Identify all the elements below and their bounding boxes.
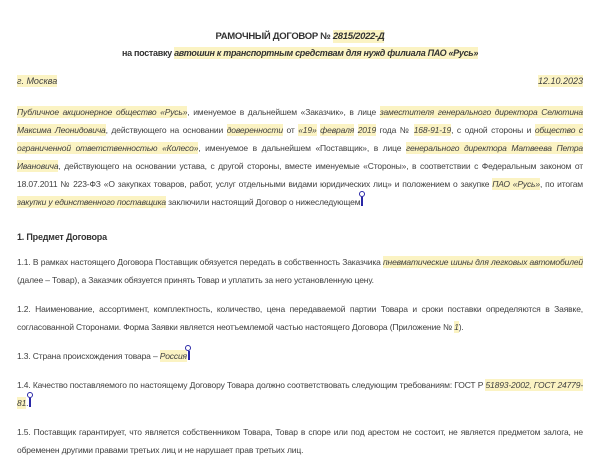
highlighted-text-run: Публичное акционерное общество «Русь»	[17, 107, 188, 117]
clause-1-3[interactable]	[17, 347, 583, 365]
text-run: заключили настоящий Договор о нижеследующем	[165, 197, 361, 207]
highlighted-text-run: 51893-2002, ГОСТ 24779-81	[17, 380, 584, 408]
highlighted-text-run: доверенности	[226, 125, 283, 135]
highlighted-text-run: февраля	[320, 125, 355, 135]
clause-1-5[interactable]	[17, 423, 583, 459]
text-run: , действующего на основании	[105, 125, 227, 135]
highlighted-text-run: 2815/2022-Д	[332, 31, 385, 42]
text-run: , именуемое в дальнейшем «Заказчик», в лице	[187, 107, 380, 117]
intro-paragraph[interactable]	[17, 103, 583, 211]
clause-1-4[interactable]	[17, 376, 583, 412]
text-run: 1.3. Страна происхождения товара –	[17, 351, 160, 361]
text-run: 1.5. Поставщик гарантирует, что является собственником Товара, Товар в споре или под арестом не состоит, не является предметом залога, не обременен другими правами третьих лиц и не нарушает прав третьих лиц.	[17, 427, 583, 455]
highlighted-text-run: автошин к транспортным средствам для нужд филиала ПАО «Русь»	[174, 48, 479, 58]
clause-1-1[interactable]	[17, 253, 583, 289]
highlighted-text-run: генерального директора Матвеева Петра Ивановича	[17, 143, 584, 171]
highlighted-text-run: заместителя генерального директора Селютина Максима Леонидовича	[17, 107, 583, 135]
text-run: , действующего на основании устава, с другой стороны, вместе именуемые «Стороны», в соответствии с Федеральным законом от 18.07.2011 № 223-ФЗ «О закупках товаров, работ, услуг отдельными видами юридических лиц» и положением о закупке	[17, 161, 583, 189]
highlighted-text-run: 1	[454, 322, 459, 332]
text-run: , именуемое в дальнейшем «Поставщик», в лице	[198, 143, 407, 153]
highlighted-text-run: ПАО «Русь»	[492, 179, 540, 189]
text-run: (далее – Товар), а Заказчик обязуется принять Товар и уплатить за него установленную цену.	[17, 275, 374, 285]
collab-cursor-icon	[29, 398, 31, 407]
highlighted-text-run: Россия	[159, 351, 187, 361]
text-run: ).	[458, 322, 464, 332]
section-1-heading: 1. Предмет Договора	[17, 232, 107, 242]
highlighted-text-run: общество с ограниченной ответственностью «Колесо»	[17, 125, 583, 153]
highlighted-text-run: закупки у единственного поставщика	[17, 197, 166, 207]
collab-cursor-head	[185, 345, 191, 351]
text-run: РАМОЧНЫЙ ДОГОВОР №	[215, 31, 333, 42]
text-run: .	[26, 398, 29, 408]
place-date-row	[17, 75, 583, 87]
clause-1-2[interactable]	[17, 300, 583, 336]
highlighted-text-run: 2019	[357, 125, 377, 135]
collab-cursor-head	[27, 392, 33, 398]
contract-subtitle	[17, 45, 583, 61]
text-run: , с одной стороны и	[451, 125, 535, 135]
collab-cursor-head	[359, 191, 365, 197]
text-run: от	[282, 125, 299, 135]
highlighted-text-run: «19»	[298, 125, 317, 135]
collab-cursor-icon	[188, 351, 190, 360]
text-run: , по итогам	[539, 179, 583, 189]
contract-title	[17, 28, 583, 45]
text-run: 1.2. Наименование, ассортимент, комплектность, количество, цена передаваемой партии Товара и сроки поставки определяются в Заявке, согласованной Сторонами. Форма Заявки является неотъемлемой частью настоящего Договора (Приложение №	[17, 304, 583, 332]
contract-date: 12.10.2023	[537, 76, 583, 86]
text-run: на поставку	[121, 48, 175, 58]
contract-city: г. Москва	[17, 76, 58, 86]
text-run: года №	[376, 125, 414, 135]
text-run: 1.1. В рамках настоящего Договора Поставщик обязуется передать в собственность Заказчика	[17, 257, 384, 267]
highlighted-text-run: 168-91-19	[413, 125, 452, 135]
collab-cursor-icon	[361, 197, 363, 206]
text-run: 1.4. Качество поставляемого по настоящему Договору Товара должно соответствовать следующим требованиям: ГОСТ Р	[17, 380, 486, 390]
highlighted-text-run: пневматические шины для легковых автомобилей	[383, 257, 583, 267]
